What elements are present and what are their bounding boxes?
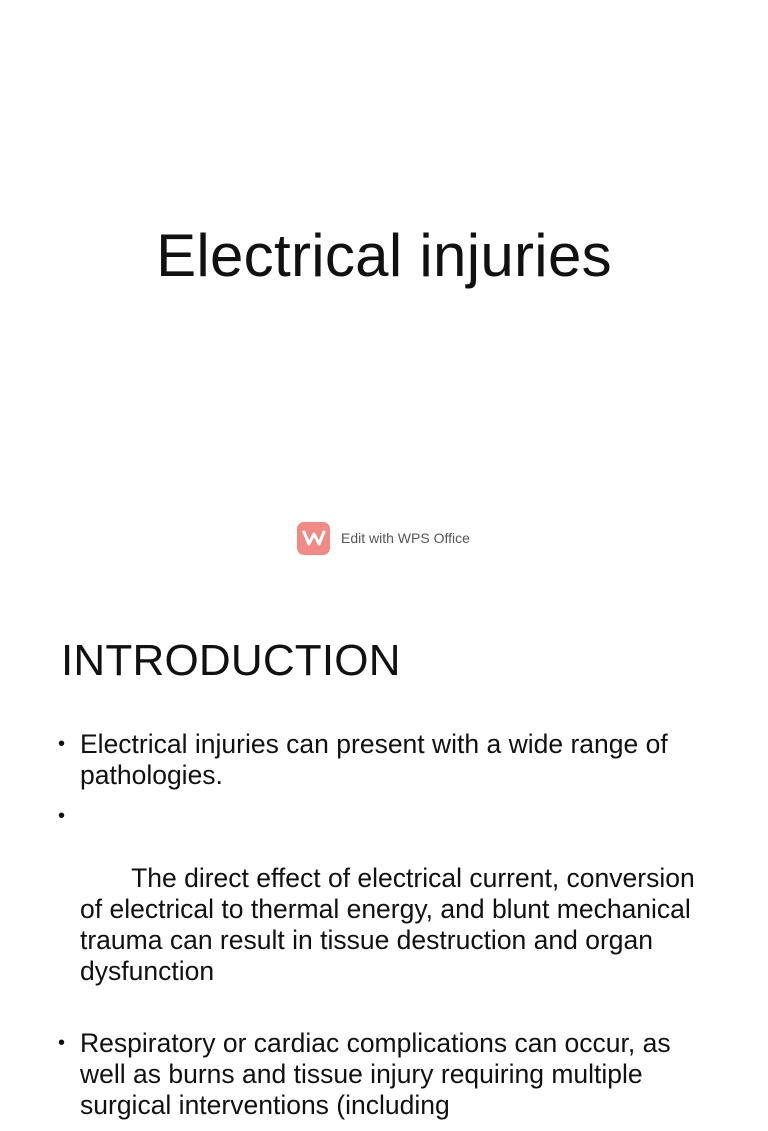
slide-heading: INTRODUCTION	[61, 636, 401, 685]
list-item	[58, 1028, 718, 1121]
introduction-slide	[0, 590, 768, 1120]
bullet-text: The direct effect of electrical current, conversion of electrical to thermal energy, and blunt mechanical trauma can result in tissue destruction and organ dysfunction	[80, 863, 703, 986]
bullet-text: Respiratory or cardiac complications can occur, as well as burns and tissue injury requiring multiple surgical interventions (including	[80, 1028, 671, 1120]
bullet-text: Electrical injuries can present with a wide range of pathologies.	[80, 729, 668, 790]
list-item	[58, 729, 718, 791]
slide-title: Electrical injuries	[156, 222, 612, 289]
bullet-list	[58, 729, 718, 1131]
bullet-icon: •	[58, 1032, 66, 1054]
bullet-icon: •	[58, 805, 66, 827]
wps-badge-label: Edit with WPS Office	[341, 530, 470, 546]
list-item	[58, 801, 718, 1018]
wps-badge[interactable]	[297, 521, 470, 555]
wps-logo-icon	[297, 522, 330, 555]
bullet-icon: •	[58, 733, 66, 755]
